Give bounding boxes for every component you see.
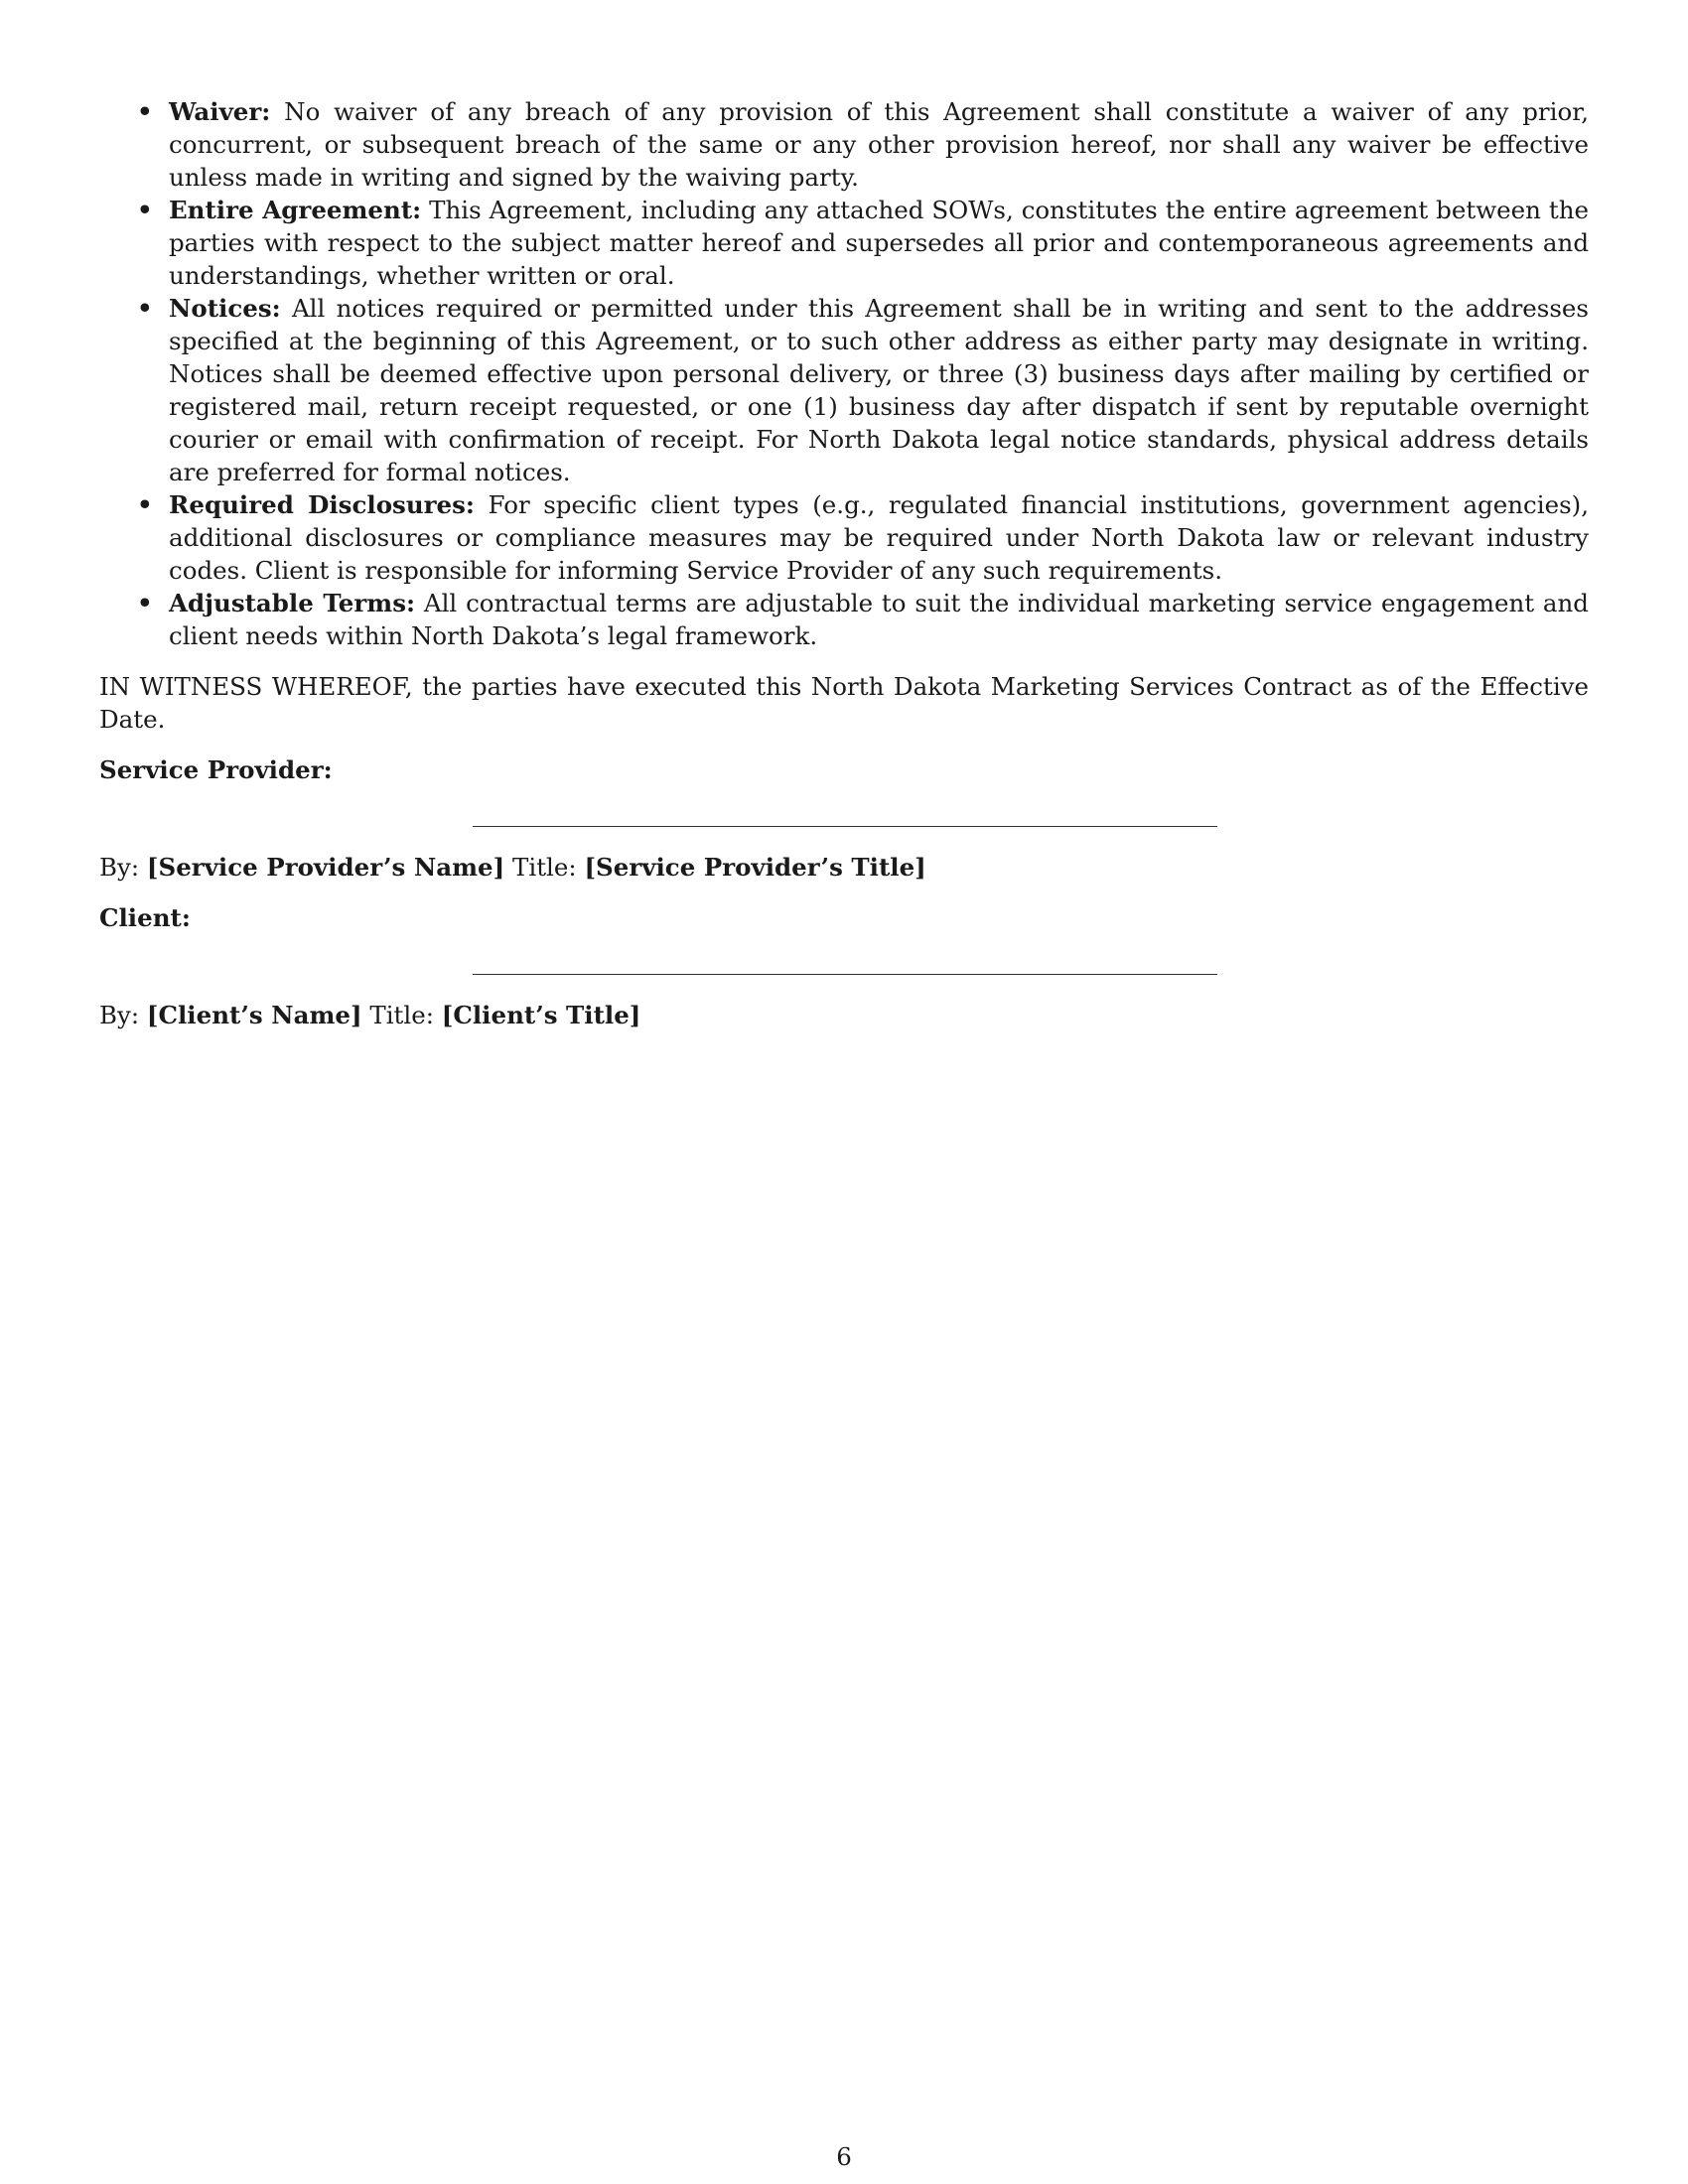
provider-title: [Service Provider’s Title] — [584, 853, 926, 882]
client-signature-line — [473, 974, 1217, 975]
client-name: [Client’s Name] — [146, 1001, 362, 1029]
clause-term: Waiver: — [169, 97, 271, 126]
bullet-icon: • — [137, 589, 153, 617]
client-by-line — [99, 999, 1589, 1031]
clause-text: For specific client types (e.g., regulated financial institutions, government agencies), additional disclosures or compliance measures may be required under North Dakota law or relevant industry codes. Client is responsible for informing Service Provider of any such requirements. — [169, 490, 1589, 585]
clause-text: All notices required or permitted under this Agreement shall be in writing and sent to the addresses specified at the beginning of this Agreement, or to such other address as either party may designate in writing. Notices shall be deemed effective upon personal delivery, or three (3) business days after mailing by certified or registered mail, return receipt requested, or one (1) business day after dispatch if sent by reputable overnight courier or email with confirmation of receipt. For North Dakota legal notice standards, physical address details are preferred for formal notices. — [169, 294, 1590, 486]
clause-term: Notices: — [169, 294, 281, 323]
title-prefix: Title: — [512, 853, 577, 882]
bullet-icon: • — [137, 490, 153, 519]
provider-signature-line — [473, 826, 1217, 827]
by-prefix: By: — [99, 853, 140, 882]
clause-term: Required Disclosures: — [169, 490, 475, 519]
clause-text: No waiver of any breach of any provision of this Agreement shall constitute a waiver of any prior, concurrent, or subsequent breach of the same or any other provision hereof, nor shall any waiver be effective unless made in writing and signed by the waiving party. — [169, 97, 1589, 192]
clause-waiver — [99, 95, 1589, 194]
bullet-icon: • — [137, 196, 153, 224]
title-prefix: Title: — [369, 1001, 434, 1029]
bullet-icon: • — [137, 97, 153, 126]
clause-text: This Agreement, including any attached SOWs, constitutes the entire agreement between the parties with respect to the subject matter hereof and supersedes all prior and contemporaneous agreements and understandings, whether written or oral. — [169, 196, 1590, 290]
witness-statement: IN WITNESS WHEREOF, the parties have executed this North Dakota Marketing Services Contract as of the Effective Date. — [99, 672, 1589, 734]
clause-text: All contractual terms are adjustable to suit the individual marketing service engagement and client needs within North Dakota’s legal framework. — [169, 589, 1589, 650]
clause-list — [99, 95, 1589, 652]
provider-by-line — [99, 851, 1589, 884]
clause-entire-agreement — [99, 194, 1589, 292]
clause-term: Entire Agreement: — [169, 196, 422, 224]
clause-required-disclosures — [99, 488, 1589, 587]
client-title: [Client’s Title] — [441, 1001, 641, 1029]
document-page — [99, 95, 1589, 1031]
provider-name: [Service Provider’s Name] — [146, 853, 505, 882]
by-prefix: By: — [99, 1001, 140, 1029]
provider-label: Service Provider: — [99, 755, 333, 784]
clause-notices — [99, 292, 1589, 488]
page-number: 6 — [836, 2142, 852, 2171]
client-label: Client: — [99, 903, 191, 932]
bullet-icon: • — [137, 294, 153, 323]
clause-term: Adjustable Terms: — [169, 589, 416, 617]
clause-adjustable-terms — [99, 587, 1589, 652]
